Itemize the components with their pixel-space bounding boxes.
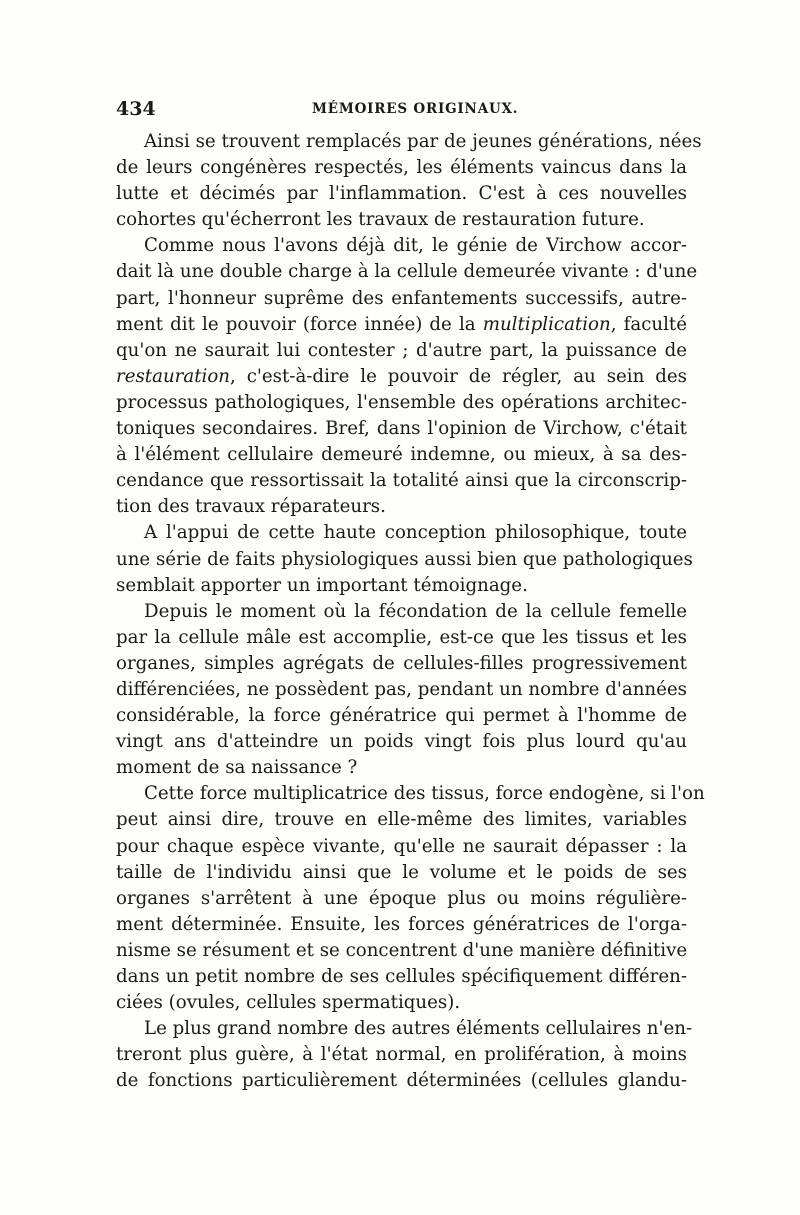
text-line: part, l'honneur suprême des enfantements successifs, autre- xyxy=(116,287,687,309)
text-segment: ment dit le pouvoir (force innée) de la xyxy=(116,313,483,335)
text-line: organes, simples agrégats de cellules-filles progressivement xyxy=(116,652,687,674)
text-line: taille de l'individu ainsi que le volume et le poids de ses xyxy=(116,861,687,883)
page-number: 434 xyxy=(116,98,156,120)
text-line: à l'élément cellulaire demeuré indemne, ou mieux, à sa des- xyxy=(116,444,687,466)
text-line-restauration xyxy=(116,364,687,390)
text-line: semblait apporter un important témoignage. xyxy=(116,574,528,596)
running-head xyxy=(116,98,687,124)
text-line: cohortes qu'écherront les travaux de restauration future. xyxy=(116,209,645,231)
text-line: organes s'arrêtent à une époque plus ou moins régulière- xyxy=(116,887,687,909)
running-title: MÉMOIRES ORIGINAUX. xyxy=(312,101,519,117)
text-line: Comme nous l'avons déjà dit, le génie de Virchow accor- xyxy=(144,235,687,257)
text-line: considérable, la force génératrice qui permet à l'homme de xyxy=(116,705,687,727)
text-line: par la cellule mâle est accomplie, est-ce que les tissus et les xyxy=(116,626,687,648)
text-line: pour chaque espèce vivante, qu'elle ne saurait dépasser : la xyxy=(116,835,687,857)
italic-term-restauration: restauration xyxy=(116,365,230,387)
italic-term-multiplication: multiplication xyxy=(482,313,611,335)
text-line: différenciées, ne possèdent pas, pendant un nombre d'années xyxy=(116,678,687,700)
text-segment: , faculté xyxy=(610,313,687,335)
text-line: de leurs congénères respectés, les éléments vaincus dans la xyxy=(116,157,687,179)
text-line: treront plus guère, à l'état normal, en prolifération, à moins xyxy=(116,1044,687,1066)
text-line: ciées (ovules, cellules spermatiques). xyxy=(116,992,461,1014)
text-line: tion des travaux réparateurs. xyxy=(116,496,386,518)
text-line: Le plus grand nombre des autres éléments cellulaires n'en- xyxy=(144,1018,693,1040)
text-line: vingt ans d'atteindre un poids vingt fois plus lourd qu'au xyxy=(116,731,687,753)
body-text xyxy=(116,129,705,1094)
text-line: qu'on ne saurait lui contester ; d'autre part, la puissance de xyxy=(116,339,687,361)
text-segment: , c'est-à-dire le pouvoir de régler, au sein des xyxy=(229,365,687,387)
text-line: moment de sa naissance ? xyxy=(116,757,358,779)
text-line-multiplication xyxy=(116,312,687,338)
text-line: ment déterminée. Ensuite, les forces génératrices de l'orga- xyxy=(116,913,687,935)
text-line: toniques secondaires. Bref, dans l'opinion de Virchow, c'était xyxy=(116,418,687,440)
text-line: A l'appui de cette haute conception philosophique, toute xyxy=(144,522,687,544)
text-line: lutte et décimés par l'inflammation. C'est à ces nouvelles xyxy=(116,183,687,205)
text-line: cendance que ressortissait la totalité ainsi que la circonscrip- xyxy=(116,470,687,492)
text-line: dans un petit nombre de ses cellules spécifiquement différen- xyxy=(116,966,687,987)
text-line: Depuis le moment où la fécondation de la cellule femelle xyxy=(144,600,687,622)
text-line: peut ainsi dire, trouve en elle-même des limites, variables xyxy=(116,809,687,831)
text-line: une série de faits physiologiques aussi bien que pathologiques xyxy=(116,548,693,570)
text-line: de fonctions particulièrement déterminées (cellules glandu- xyxy=(116,1070,687,1092)
text-line: nisme se résument et se concentrent d'une manière définitive xyxy=(116,939,688,961)
text-line: dait là une double charge à la cellule demeurée vivante : d'une xyxy=(116,261,698,283)
text-line: Cette force multiplicatrice des tissus, force endogène, si l'on xyxy=(144,783,705,805)
text-line: Ainsi se trouvent remplacés par de jeunes générations, nées xyxy=(144,131,702,152)
text-line: processus pathologiques, l'ensemble des opérations architec- xyxy=(116,391,687,413)
